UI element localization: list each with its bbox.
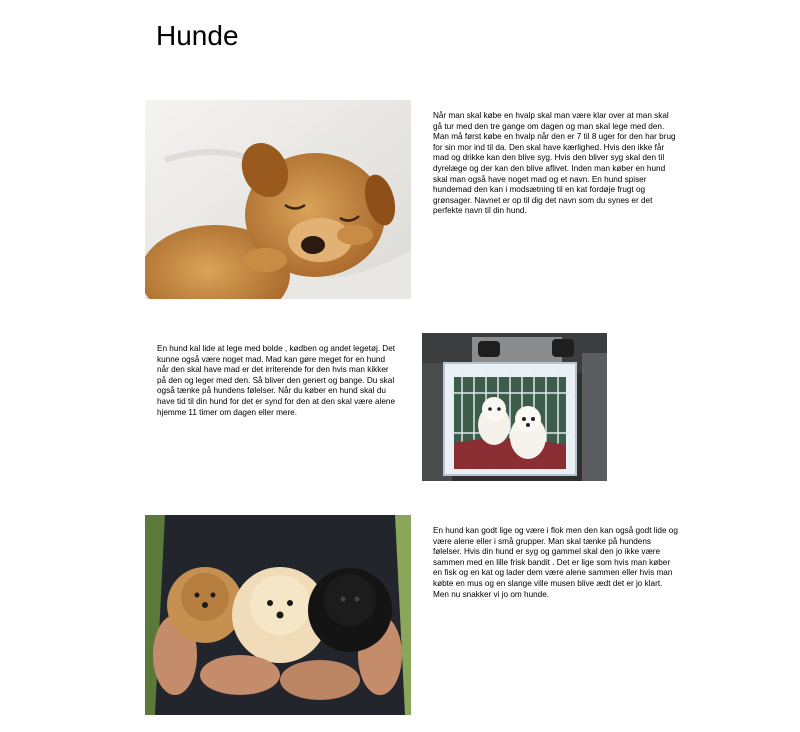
section-1-text: Når man skal købe en hvalp skal man være klar over at man skal gå tur med den tre gange om dagen og man skal lege med den. Man må først købe en hvalp når den er 7 til 8 uger for den har brug for sin mor ind til da. Den skal have kærlighed. Hvis den ikke får mad og drikke kan den blive syg. Hvis den bliver syg skal den til dyrelæge og der kan den blive aflivet. Inden man køber en hund skal man også have noget mad og et navn. En hund spiser hundemad den kan i modsætning til en kat fordøje frugt og grønsager. Navnet er op til dig det navn som du synes er det perfekte navn til din hund. [433, 111, 676, 216]
section-3-text: En hund kan godt lige og være i flok men den kan også godt lide og være alene eller i små grupper. Man skal tænke på hundens følelser. Hvis din hund er syg og gammel skal den jo ikke være sammen med en lille frisk bandit . Det er lige som hvis man køber en fisk og en kat og lader dem være alene sammen eller hvis man købte en mus og en slange ville musen blive ædt det er jo klart. Men nu snakker vi jo om hunde. [433, 526, 678, 599]
section-2-text: En hund kal lide at lege med bolde , kødben og andet legetøj. Det kunne også være noget mad. Mad kan gøre meget for en hund når den skal have mad er det irriterende for den hvis man kikker på den og leger med den. Så bliver den genert og bange. Du skal også tænke på hundens følelser. Når du køber en hund skal du have tid til din hund for det er synd for den at den skal være alene hjemme 11 timer om dagen eller mere. [157, 344, 396, 417]
sleeping-puppy-photo [145, 100, 411, 299]
pomeranian-puppies-photo [145, 515, 411, 715]
terriers-in-crate-photo [422, 333, 607, 481]
page-title: Hunde [156, 20, 239, 51]
